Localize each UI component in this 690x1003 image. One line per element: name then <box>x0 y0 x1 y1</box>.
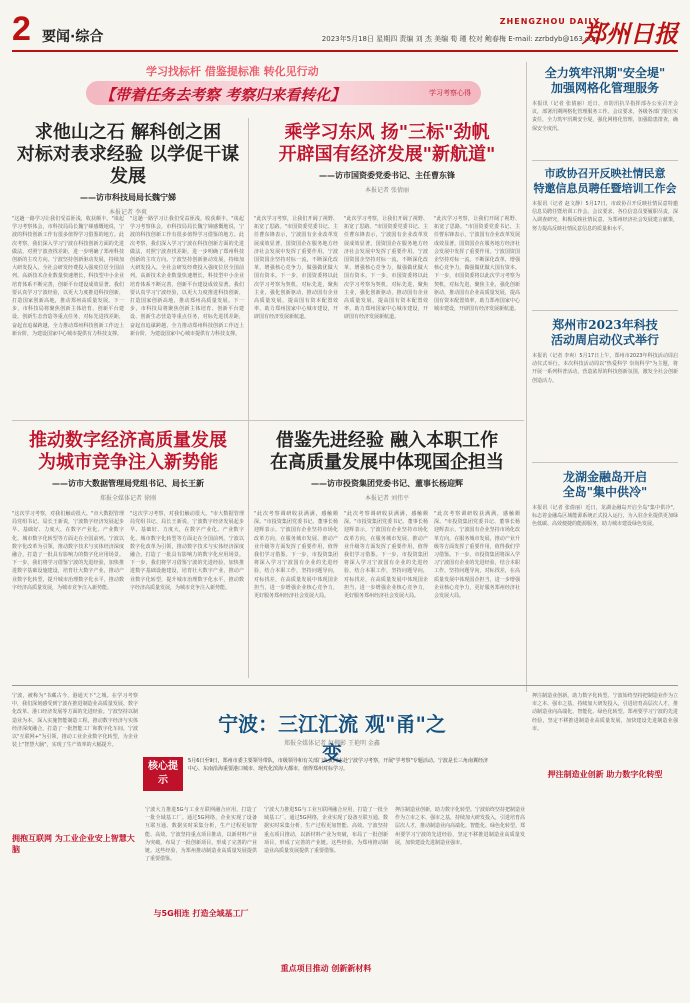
brief-title: 龙湖金融岛开启 全岛"集中供冷" <box>562 470 648 499</box>
brief-body: 本报讯（记者 张倩丽）近日，龙湖金融岛开启全岛"集中供冷"，标志着金融岛区域能源系统正式投入运行，为入驻企业提供更加绿色低碳、高效便捷的能源服务，助力城市建设绿色发展。 <box>532 505 678 528</box>
article-1 <box>12 122 244 216</box>
brief-4 <box>532 470 678 674</box>
article-title: 求他山之石 解科创之困 对标对表求经验 以学促干谋发展 <box>16 122 240 187</box>
feature-subhead: 押注制造业创新 助力数字化转型 <box>547 770 663 779</box>
feature-subhead: 重点项目推动 创新新材料 <box>280 964 372 973</box>
article-subtitle: ——访市科技局局长魏宁娣 <box>80 193 176 202</box>
article-subtitle: ——访市投资集团党委书记、董事长杨迎辉 <box>311 479 463 488</box>
feature-section <box>532 766 678 783</box>
article-byline: 本报记者 刘伟平 <box>365 495 409 502</box>
article-3 <box>12 430 244 502</box>
banner-slogan: 学习找标杆 借鉴提标准 转化见行动 <box>146 65 319 78</box>
article-body: "这趟一路学习让我们受益匪浅，收获颇丰。"谈起学习考察体会，市科技局局长魏宁娣感慨地说，宁波的科技创新工作有很多值得学习借鉴的地方。此次考察，我们深入学习宁波在科技创新方面的先进做法，对照宁波查找差距，进一步明确了郑州科技创新的主攻方向。宁波坚持创新驱动发展，持续加大研发投入，全社会研发经费投入强度位居全国前列。高新技术企业数量快速增长，科技型中小企业培育体系不断完善，创新平台建设成效显著。我们要认真学习宁波经验，以更大力度推进科技创新，打造国家创新高地，推动郑州高质量发展。下一步，市科技局将聚焦创新主体培育、创新平台建设、创新生态营造等重点任务，对标先进找差距，奋起直追谋跨越，全力推动郑州科技创新工作迈上新台阶，为建设国家中心城市提供有力科技支撑。 <box>12 216 124 337</box>
feature-subhead: 拥抱互联网 为工业企业安上智慧大脑 <box>12 834 135 854</box>
banner-box <box>86 81 481 105</box>
feature-body: 押注制造业创新，助力数字化转型。宁波始终坚持把制造业作为立市之本、强市之基，持续加大研发投入，引进培育高层次人才，推动制造业向高端化、智能化、绿色化转型。郑州要学习宁波的先进经验，坚定不移推进制造业高质量发展，加快建设先进制造业强市。 <box>532 693 678 732</box>
feature-body: 押注制造业创新，助力数字化转型。宁波始终坚持把制造业作为立市之本、强市之基，持续加大研发投入，引进培育高层次人才，推动制造业向高端化、智能化、绿色化转型。郑州要学习宁波的先进经验，坚定不移推进制造业高质量发展，加快建设先进制造业强市。 <box>395 807 525 846</box>
feature-body: 宁波大力推进5G与工业互联网融合应用，打造了一批全域基工厂。通过5G网络，企业实现了设备互联互通、数据实时采集分析，生产过程更加智能、高效。宁波坚持重点项目推动，以新材料产业为突破，布局了一批创新项目，形成了完善的产业链。这些经验，为郑州推动制造业高质量发展提供了重要借鉴。 <box>145 807 257 863</box>
article-body: "此次学习考察，让我们开阔了视野、拓宽了思路。"市国资委党委书记、主任曹东锋表示，宁波国有企业改革发展成效显著，国资国企在服务地方经济社会发展中发挥了重要作用。宁波国资国企坚持对标一流，不断深化改革，增强核心竞争力，做强做优做大国有资本。下一步，市国资委将以此次学习考察为契机，对标先进，聚焦主业，强化创新驱动，推动国有企业高质量发展，提高国有资本配置效率，助力郑州国家中心城市建设，开辟国有经济发展新航道。 <box>254 216 338 321</box>
page-number: 2 <box>12 10 31 48</box>
brief-2 <box>532 166 678 320</box>
feature-body: 宁波，被称为"书藏古今，港通天下"之城。在学习考察中，我们深刻感受到宁波在推进制造业高质量发展、数字化改革、港口经济发展等方面的先进经验。宁波坚持以制造业为本，深入实施智能制造工程，推动数字经济与实体经济深度融合，打造了一批智能工厂和数字化车间。宁波以"互联网+"为引领，推动工业企业数字化转型，为企业装上"智慧大脑"，实现了生产效率的大幅提升。 <box>12 693 138 749</box>
brief-title: 全力筑牢汛期"安全堤" 加强网格化管理服务 <box>544 66 666 95</box>
feature-title: 宁波：三江汇流 观"甬"之变 <box>218 712 446 765</box>
article-body: "这次学习考察，对我们触动很大。"市大数据管理局党组书记、局长王新说，宁波数字经济发展起步早、基础好、力度大，在数字产业化、产业数字化、城市数字化转型等方面走在全国前列。宁波以数字化改革为引领，推动数字技术与实体经济深度融合，打造了一批具有影响力的数字化应用场景。下一步，我们将学习借鉴宁波的先进经验，加快推进数字基础设施建设，培育壮大数字产业，推动产业数字化转型，提升城市治理数字化水平，推动数字经济高质量发展，为城市竞争注入新势能。 <box>12 511 124 591</box>
column-divider <box>248 118 249 678</box>
article-body: "这次学习考察，对我们触动很大。"市大数据管理局党组书记、局长王新说，宁波数字经济发展起步早、基础好、力度大，在数字产业化、产业数字化、城市数字化转型等方面走在全国前列。宁波以数字化改革为引领，推动数字技术与实体经济深度融合，打造了一批具有影响力的数字化应用场景。下一步，我们将学习借鉴宁波的先进经验，加快推进数字基础设施建设，培育壮大数字产业，推动产业数字化转型，提升城市治理数字化水平，推动数字经济高质量发展，为城市竞争注入新势能。 <box>130 511 244 591</box>
section-divider <box>12 685 678 686</box>
banner-title: 【带着任务去考察 考察归来看转化】 <box>100 86 346 104</box>
feature-section <box>145 905 257 922</box>
paper-name-en: ZHENGZHOU DAILY <box>499 17 600 26</box>
brief-title: 市政协召开反映社情民意 特邀信息员聘任暨培训工作会 <box>533 167 677 195</box>
article-body: "此次考察调研收获满满，感触颇深。"市投资集团党委书记、董事长杨迎辉表示，宁波国有企业坚持市场化改革方向，在服务城市发展、推动产业升级等方面发挥了重要作用，值得我们学习借鉴。下一步，市投资集团将深入学习宁波国有企业的先进经验，结合本职工作，坚持问题导向，对标找差，在高质量发展中体现国企担当，进一步增强企业核心竞争力，更好服务郑州经济社会发展大局。 <box>344 511 428 600</box>
article-byline: 本报记者 张倩丽 <box>365 187 409 194</box>
article-body: "此次考察调研收获满满，感触颇深。"市投资集团党委书记、董事长杨迎辉表示，宁波国有企业坚持市场化改革方向，在服务城市发展、推动产业升级等方面发挥了重要作用，值得我们学习借鉴。下一步，市投资集团将深入学习宁波国有企业的先进经验，结合本职工作，坚持问题导向，对标找差，在高质量发展中体现国企担当，进一步增强企业核心竞争力，更好服务郑州经济社会发展大局。 <box>254 511 338 600</box>
row-divider <box>12 420 524 421</box>
article-body: "此次考察调研收获满满，感触颇深。"市投资集团党委书记、董事长杨迎辉表示，宁波国有企业坚持市场化改革方向，在服务城市发展、推动产业升级等方面发挥了重要作用，值得我们学习借鉴。下一步，市投资集团将深入学习宁波国有企业的先进经验，结合本职工作，坚持问题导向，对标找差，在高质量发展中体现国企担当，进一步增强企业核心竞争力，更好服务郑州经济社会发展大局。 <box>434 511 520 600</box>
row-divider <box>532 310 678 311</box>
article-4 <box>254 430 520 502</box>
article-body: "此次学习考察，让我们开阔了视野、拓宽了思路。"市国资委党委书记、主任曹东锋表示，宁波国有企业改革发展成效显著，国资国企在服务地方经济社会发展中发挥了重要作用。宁波国资国企坚持对标一流，不断深化改革，增强核心竞争力，做强做优做大国有资本。下一步，市国资委将以此次学习考察为契机，对标先进，聚焦主业，强化创新驱动，推动国有企业高质量发展，提高国有资本配置效率，助力郑州国家中心城市建设，开辟国有经济发展新航道。 <box>434 216 520 313</box>
article-subtitle: ——访市国资委党委书记、主任曹东锋 <box>319 171 455 180</box>
feature-byline: 郑报全媒体记者 赵柳影 王艳明 金鑫 <box>284 740 380 747</box>
article-title: 借鉴先进经验 融入本职工作 在高质量发展中体现国企担当 <box>270 430 504 473</box>
article-title: 推动数字经济高质量发展 为城市竞争注入新势能 <box>29 430 227 473</box>
article-subtitle: ——访市大数据管理局党组书记、局长王新 <box>52 479 204 488</box>
article-byline: 郑报全媒体记者 徐刚 <box>100 495 156 502</box>
feature-subhead: 与5G相连 打造全域基工厂 <box>153 909 249 918</box>
feature-section <box>264 960 388 977</box>
article-byline: 本报记者 李爽 <box>109 209 147 216</box>
paper-name-logo: 郑州日报 <box>582 19 678 48</box>
brief-body: 本报讯（记者 赵文静）5月17日，市政协召开反映社情民意特邀信息员聘任暨培训工作会。会议要求，各位信息员要履职尽责，深入调查研究，积极反映社情民意，为郑州经济社会发展建言献策，努力提高反映社情民意信息的质量和水平。 <box>532 201 678 232</box>
section-label: 要闻·综合 <box>42 29 104 45</box>
banner-tag: 学习考察心得 <box>429 89 471 97</box>
column-divider <box>526 62 527 692</box>
feature-section <box>12 830 138 858</box>
core-tip-label: 核心提示 <box>143 757 183 791</box>
brief-3 <box>532 318 678 472</box>
topic-banner <box>86 63 481 111</box>
brief-body: 本报讯（记者 李爽）5月17日上午，郑州市2023年科技活动周启动仪式举行。本次科技活动周以"热爱科学 崇尚科学"为主题，将开展一系列科普活动，营造浓厚的科技创新氛围，激发全社会创新创造活力。 <box>532 353 678 384</box>
brief-body: 本报讯（记者 张倩丽）近日，市防汛抗旱指挥部办公室召开会议，部署汛期网格化管理服务工作。会议要求，各级各部门要压实责任，全力筑牢汛期安全堤，强化网格化管理，加强隐患排查，确保安全度汛。 <box>532 101 678 132</box>
article-title: 乘学习东风 扬"三标"劲帆 开辟国有经济发展"新航道" <box>278 122 496 165</box>
article-body: "这趟一路学习让我们受益匪浅，收获颇丰。"谈起学习考察体会，市科技局局长魏宁娣感慨地说，宁波的科技创新工作有很多值得学习借鉴的地方。此次考察，我们深入学习宁波在科技创新方面的先进做法，对照宁波查找差距，进一步明确了郑州科技创新的主攻方向。宁波坚持创新驱动发展，持续加大研发投入，全社会研发经费投入强度位居全国前列。高新技术企业数量快速增长，科技型中小企业培育体系不断完善，创新平台建设成效显著。我们要认真学习宁波经验，以更大力度推进科技创新，打造国家创新高地，推动郑州高质量发展。下一步，市科技局将聚焦创新主体培育、创新平台建设、创新生态营造等重点任务，对标先进找差距，奋起直追谋跨越，全力推动郑州科技创新工作迈上新台阶，为建设国家中心城市提供有力科技支撑。 <box>130 216 244 337</box>
feature-lead: 5月6日至9日，郑州市委主要领导带队，市级领导和有关部门负责同志赴宁波学习考察，开展"学考察"专题活动。宁波是长三角南翼经济中心、东南沿海重要港口城市、现代化滨海大都市，值得郑州对标学习。 <box>188 758 488 773</box>
row-divider <box>532 160 678 161</box>
masthead <box>12 12 678 52</box>
dateline: 2023年5月18日 星期四 责编 刘 杰 美编 荀 瑾 校对 鲍春梅 E-mail: zzrbdyb@163.com <box>321 35 600 43</box>
row-divider <box>532 462 678 463</box>
article-body: "此次学习考察，让我们开阔了视野、拓宽了思路。"市国资委党委书记、主任曹东锋表示，宁波国有企业改革发展成效显著，国资国企在服务地方经济社会发展中发挥了重要作用。宁波国资国企坚持对标一流，不断深化改革，增强核心竞争力，做强做优做大国有资本。下一步，市国资委将以此次学习考察为契机，对标先进，聚焦主业，强化创新驱动，推动国有企业高质量发展，提高国有资本配置效率，助力郑州国家中心城市建设，开辟国有经济发展新航道。 <box>344 216 428 321</box>
brief-title: 郑州市2023年科技 活动周启动仪式举行 <box>550 318 659 347</box>
brief-1 <box>532 66 678 162</box>
article-2 <box>254 122 520 194</box>
feature-body: 宁波大力推进5G与工业互联网融合应用，打造了一批全域基工厂。通过5G网络，企业实现了设备互联互通、数据实时采集分析，生产过程更加智能、高效。宁波坚持重点项目推动，以新材料产业为突破，布局了一批创新项目，形成了完善的产业链。这些经验，为郑州推动制造业高质量发展提供了重要借鉴。 <box>264 807 388 855</box>
